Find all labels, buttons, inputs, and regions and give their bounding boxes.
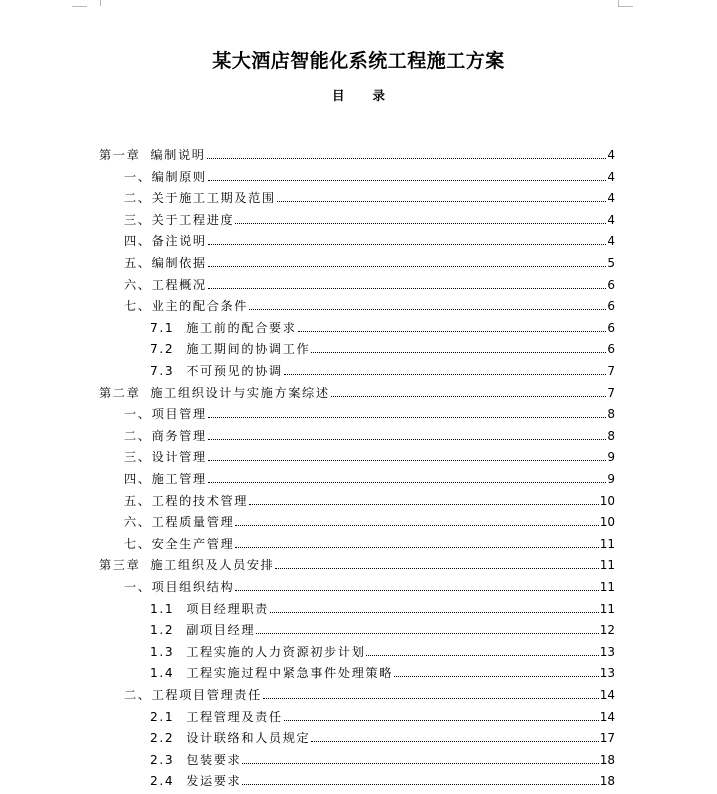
toc-entry[interactable] (150, 617, 615, 637)
toc-entry-page-number: 4 (607, 234, 615, 249)
toc-entry-label: 施工前的配合要求 (186, 320, 297, 335)
toc-entry-label: 五、工程的技术管理 (124, 493, 249, 508)
toc-entry-label: 二、商务管理 (124, 428, 207, 443)
toc-entry-label: 工程实施的人力资源初步计划 (186, 644, 366, 659)
toc-leader-dots (235, 590, 598, 591)
toc-entry-label: 副项目经理 (186, 623, 256, 638)
toc-entry-label: 六、工程质量管理 (124, 515, 235, 530)
toc-entry-label: 编制说明 (150, 148, 206, 162)
toc-entry-label: 发运要求 (186, 774, 242, 789)
toc-entry[interactable] (150, 660, 615, 680)
toc-entry[interactable] (99, 552, 615, 572)
toc-leader-dots (277, 201, 607, 202)
toc-heading (0, 86, 717, 104)
toc-entry-page-number: 13 (599, 644, 615, 659)
toc-entry-label: 七、安全生产管理 (124, 536, 235, 551)
toc-leader-dots (275, 568, 598, 569)
toc-entry-label: 六、工程概况 (124, 277, 207, 292)
toc-leader-dots (249, 309, 606, 310)
toc-entry[interactable] (124, 531, 615, 551)
toc-entry-page-number: 4 (607, 191, 615, 206)
toc-entry-page-number: 11 (599, 536, 615, 551)
toc-entry-label: 一、编制原则 (124, 169, 207, 184)
toc-entry[interactable] (124, 444, 615, 464)
toc-entry-label: 七、业主的配合条件 (124, 299, 249, 314)
toc-entry-page-number: 6 (607, 299, 615, 314)
toc-entry-label: 一、项目管理 (124, 407, 207, 422)
toc-leader-dots (242, 784, 598, 785)
toc-entry[interactable] (124, 509, 615, 529)
toc-entry-number: 2.4 (150, 774, 175, 789)
toc-leader-dots (208, 417, 607, 418)
toc-entry-label: 设计联络和人员规定 (186, 731, 311, 746)
toc-entry-page-number: 4 (607, 148, 615, 162)
toc-entry-number: 第三章 (99, 558, 141, 573)
toc-entry-number: 7.1 (150, 320, 175, 335)
toc-entry-label: 工程实施过程中紧急事件处理策略 (186, 666, 393, 681)
toc-entry-number: 1.3 (150, 644, 175, 659)
toc-entry-page-number: 9 (607, 450, 615, 465)
toc-entry-label: 四、备注说明 (124, 234, 207, 249)
toc-entry-page-number: 6 (607, 342, 615, 357)
toc-entry-page-number: 8 (607, 428, 615, 443)
toc-entry-label: 不可预见的协调 (186, 364, 283, 378)
toc-entry-label: 五、编制依据 (124, 256, 207, 270)
toc-leader-dots (235, 547, 598, 548)
toc-entry-label: 项目经理职责 (186, 601, 269, 616)
toc-entry[interactable] (124, 682, 615, 702)
toc-leader-dots (249, 504, 599, 505)
toc-entry-page-number: 11 (599, 601, 615, 616)
toc-entry[interactable] (150, 704, 615, 724)
toc-entry-page-number: 10 (599, 515, 615, 530)
toc-entry-page-number: 7 (607, 385, 615, 400)
toc-leader-dots (284, 374, 607, 375)
toc-entry[interactable] (150, 315, 615, 335)
toc-entry-page-number: 14 (599, 688, 615, 702)
toc-leader-dots (263, 698, 599, 699)
toc-entry[interactable] (99, 142, 615, 162)
toc-leader-dots (208, 266, 607, 267)
toc-leader-dots (331, 396, 607, 397)
toc-entry[interactable] (124, 423, 615, 443)
toc-entry-page-number: 5 (607, 256, 615, 270)
toc-entry-number: 7.3 (150, 364, 175, 378)
toc-entry-number: 第二章 (99, 385, 141, 400)
toc-entry[interactable] (150, 768, 615, 788)
toc-leader-dots (207, 158, 607, 159)
toc-entry[interactable] (150, 358, 615, 378)
toc-entry-label: 二、关于施工工期及范围 (124, 191, 276, 206)
toc-entry-page-number: 9 (607, 472, 615, 486)
toc-entry[interactable] (99, 380, 615, 400)
toc-leader-dots (208, 244, 607, 245)
toc-entry[interactable] (124, 574, 615, 594)
toc-entry-label: 四、施工管理 (124, 472, 207, 486)
toc-entry-label: 三、关于工程进度 (124, 212, 235, 227)
toc-entry-label: 施工组织及人员安排 (150, 558, 275, 573)
toc-entry-number: 1.1 (150, 601, 175, 616)
toc-leader-dots (208, 180, 607, 181)
toc-entry-label: 施工组织设计与实施方案综述 (150, 385, 330, 400)
toc-leader-dots (208, 482, 607, 483)
toc-leader-dots (208, 460, 607, 461)
toc-leader-dots (298, 331, 607, 332)
toc-entry-page-number: 10 (599, 493, 615, 508)
toc-entry-page-number: 11 (599, 580, 615, 594)
toc-entry-page-number: 8 (607, 407, 615, 422)
toc-entry-label: 施工期间的协调工作 (186, 342, 311, 357)
page-corner-mark (72, 6, 87, 7)
toc-leader-dots (235, 223, 606, 224)
toc-entry-number: 2.1 (150, 709, 175, 724)
toc-entry-page-number: 11 (599, 558, 615, 573)
toc-entry[interactable] (150, 639, 615, 659)
page-corner-mark (618, 6, 633, 7)
toc-entry[interactable] (124, 228, 615, 248)
toc-heading-left: 目 (331, 88, 345, 103)
toc-entry-label: 工程管理及责任 (186, 709, 283, 724)
toc-entry-number: 7.2 (150, 342, 175, 357)
toc-entry[interactable] (150, 336, 615, 356)
toc-leader-dots (284, 720, 599, 721)
toc-entry-label: 一、项目组织结构 (124, 580, 235, 594)
toc-entry[interactable] (124, 272, 615, 292)
toc-entry-page-number: 6 (607, 277, 615, 292)
toc-entry-label: 二、工程项目管理责任 (124, 688, 262, 702)
toc-leader-dots (235, 525, 598, 526)
document-title: 某大酒店智能化系统工程施工方案 (212, 50, 505, 72)
toc-leader-dots (256, 633, 599, 634)
toc-entry[interactable] (124, 250, 615, 270)
toc-leader-dots (311, 741, 598, 742)
toc-entry[interactable] (124, 466, 615, 486)
toc-entry-page-number: 7 (607, 364, 615, 378)
toc-entry-page-number: 12 (599, 623, 615, 638)
toc-entry-number: 第一章 (99, 148, 141, 162)
toc-entry-page-number: 17 (599, 731, 615, 746)
toc-entry[interactable] (124, 164, 615, 184)
toc-entry-number: 1.4 (150, 666, 175, 681)
toc-entry-page-number: 13 (599, 666, 615, 681)
toc-entry-number: 2.2 (150, 731, 175, 746)
toc-entry-label: 三、设计管理 (124, 450, 207, 465)
toc-leader-dots (242, 763, 598, 764)
toc-entry-number: 1.2 (150, 623, 175, 638)
toc-entry[interactable] (124, 293, 615, 313)
toc-leader-dots (366, 655, 598, 656)
toc-entry-number: 2.3 (150, 752, 175, 767)
page-corner-mark (86, 0, 101, 6)
toc-entry[interactable] (150, 747, 615, 767)
toc-leader-dots (208, 288, 607, 289)
toc-entry-page-number: 18 (599, 752, 615, 767)
toc-entry[interactable] (124, 185, 615, 205)
toc-leader-dots (270, 612, 599, 613)
toc-entry[interactable] (150, 596, 615, 616)
toc-leader-dots (208, 439, 607, 440)
toc-entry[interactable] (124, 207, 615, 227)
toc-entry[interactable] (150, 725, 615, 745)
toc-entry-page-number: 14 (599, 709, 615, 724)
toc-entry[interactable] (124, 401, 615, 421)
toc-leader-dots (394, 676, 599, 677)
toc-entry-page-number: 18 (599, 774, 615, 789)
toc-entry-page-number: 4 (607, 212, 615, 227)
toc-entry-page-number: 6 (607, 320, 615, 335)
toc-entry[interactable] (124, 488, 615, 508)
toc-heading-right: 录 (372, 88, 386, 103)
toc-leader-dots (311, 352, 606, 353)
toc-entry-page-number: 4 (607, 169, 615, 184)
toc-entry-label: 包装要求 (186, 752, 242, 767)
